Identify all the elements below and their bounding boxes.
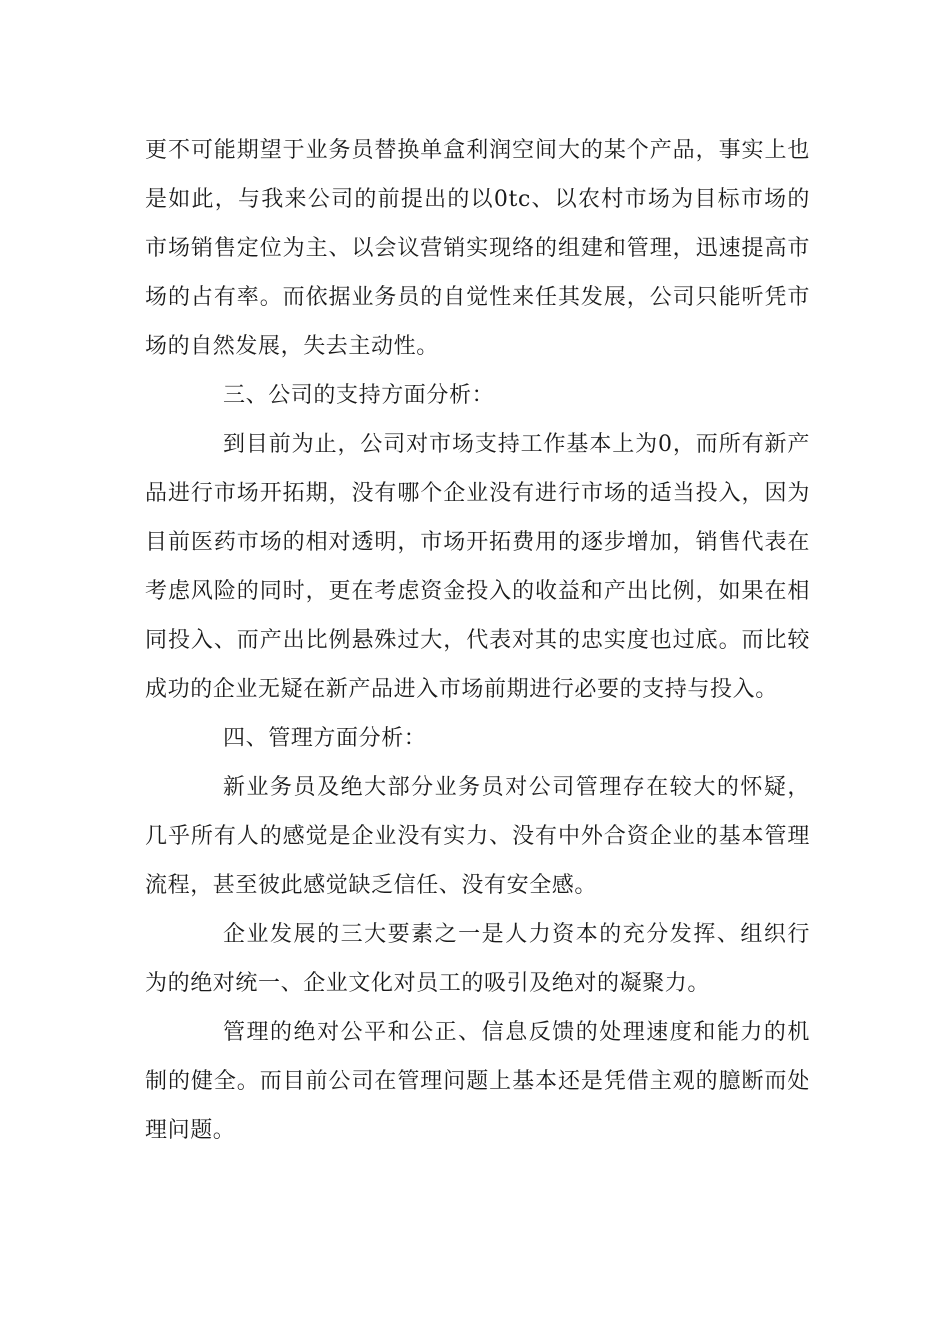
paragraph-continuation: 更不可能期望于业务员替换单盒利润空间大的某个产品，事实上也是如此，与我来公司的前提出的以0tc、以农村市场为目标市场的市场销售定位为主、以会议营销实现络的组建和管理，迅速提高市场的占有率。而依据业务员的自觉性来任其发展，公司只能听凭市场的自然发展，失去主动性。: [145, 138, 810, 359]
section-heading-company-support: 三、公司的支持方面分析：: [223, 383, 495, 408]
section-heading-management: 四、管理方面分析：: [223, 726, 427, 751]
document-body: [145, 126, 810, 1155]
paragraph-company-support: 到目前为止，公司对市场支持工作基本上为0，而所有新产品进行市场开拓期，没有哪个企业没有进行市场的适当投入，因为目前医药市场的相对透明，市场开拓费用的逐步增加，销售代表在考虑风险的同时，更在考虑资金投入的收益和产出比例，如果在相同投入、而产出比例悬殊过大，代表对其的忠实度也过底。而比较成功的企业无疑在新产品进入市场前期进行必要的支持与投入。: [145, 432, 810, 702]
paragraph-management-fairness: 管理的绝对公平和公正、信息反馈的处理速度和能力的机制的健全。而目前公司在管理问题上基本还是凭借主观的臆断而处理问题。: [145, 1020, 810, 1143]
paragraph-management-doubt: 新业务员及绝大部分业务员对公司管理存在较大的怀疑，几乎所有人的感觉是企业没有实力、没有中外合资企业的基本管理流程，甚至彼此感觉缺乏信任、没有安全感。: [145, 775, 810, 898]
paragraph-enterprise-elements: 企业发展的三大要素之一是人力资本的充分发挥、组织行为的绝对统一、企业文化对员工的吸引及绝对的凝聚力。: [145, 922, 810, 996]
